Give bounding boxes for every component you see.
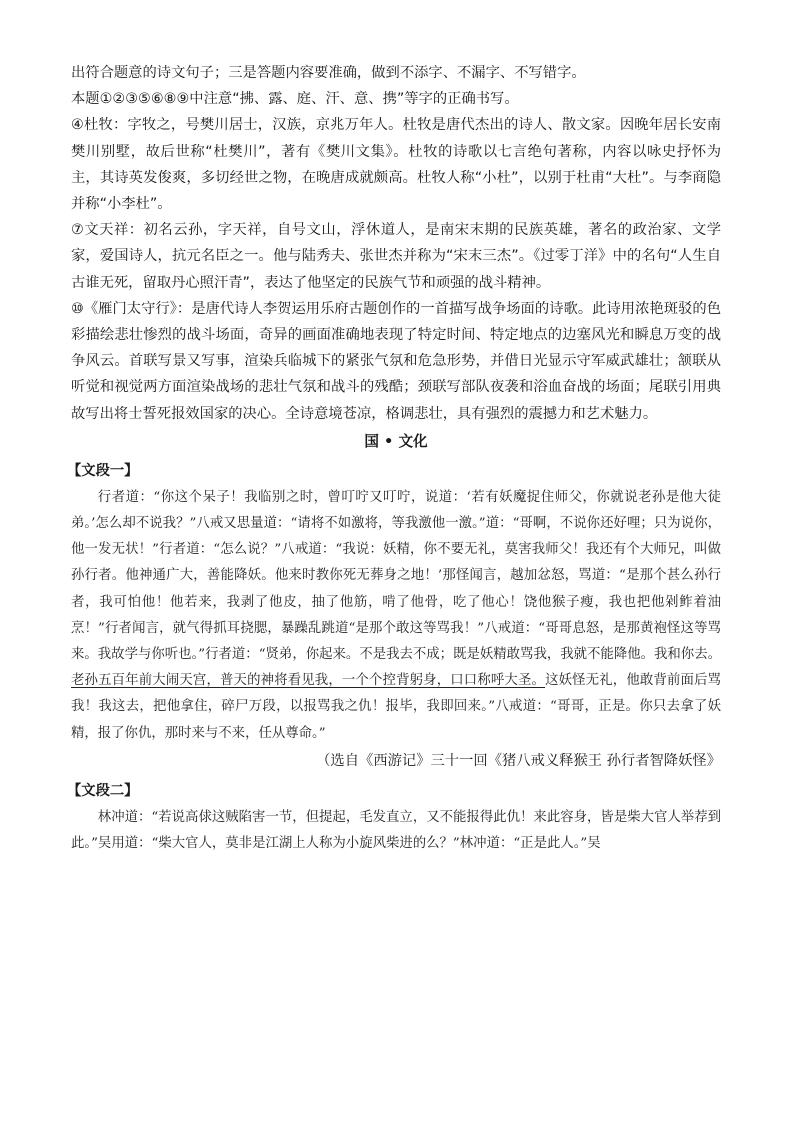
- document-page: [67, 60, 722, 857]
- note-yanmen-taishou-xing: ⑩《雁门太守行》：是唐代诗人李贺运用乐府古题创作的一首描写战争场面的诗歌。此诗用浓艳斑驳的色彩描绘悲壮惨烈的战斗场面，奇异的画面准确地表现了特定时间、特定地点的边塞风光和瞬息万变的战争风云。首联写景又写事，渲染兵临城下的紧张气氛和危急形势，并借日光显示守军威武雄壮；颔联从听觉和视觉两方面渲染战场的悲壮气氛和战斗的残酷；颈联写部队夜袭和浴血奋战的场面；尾联引用典故写出将士誓死报效国家的决心。全诗意境苍凉，格调悲壮，具有强烈的震撼力和艺术魅力。: [71, 300, 721, 422]
- section-title: 国 • 文化: [364, 432, 428, 450]
- note-wen-tianxiang: ⑦文天祥：初名云孙，字天祥，自号文山，浮休道人，是南宋末期的民族英雄，著名的政治家、文学家，爱国诗人，抗元名臣之一。他与陆秀夫、张世杰并称为“宋末三杰”。《过零丁洋》中的名句“人生自古谁无死，留取丹心照汗青”，表达了他坚定的民族气节和顽强的战斗精神。: [71, 222, 721, 291]
- passage-two-text: 林冲道：“若说高俅这贼陷害一节，但提起，毛发直立，又不能报得此仇！来此容身，皆是柴大官人举荐到此。”吴用道：“柴大官人，莫非是江湖上人称为小旋风柴进的么？”林冲道：“正是此人。”吴: [71, 809, 721, 852]
- answer-note-line: 出符合题意的诗文句子；三是答题内容要准确，做到不添字、不漏字、不写错字。: [71, 65, 586, 81]
- answer-note-line: 本题①②③⑤⑥⑧⑨中注意“拂、露、庭、汗、意、携”等字的正确书写。: [71, 91, 519, 108]
- underlined-sentence: 老孙五百年前大闹天宫，普天的神将看见我，一个个控背躬身，口口称呼大圣。: [71, 673, 546, 689]
- note-du-mu: ④杜牧：字牧之，号樊川居士，汉族，京兆万年人。杜牧是唐代杰出的诗人、散文家。因晚年居长安南樊川别墅，故后世称“杜樊川”，著有《樊川文集》。杜牧的诗歌以七言绝句著称，内容以咏史抒怀为主，其诗英发俊爽，多切经世之物，在晚唐成就颇高。杜牧人称“小杜”，以别于杜甫“大杜”。与李商隐并称“小李杜”。: [71, 117, 721, 213]
- passage-one-text-a: 行者道：“你这个呆子！我临别之时，曾叮咛又叮咛，说道：‘若有妖魔捉住师父，你就说老孙是他大徒弟。’怎么却不说我？”八戒又思量道：“请将不如激将，等我激他一激。”道：“哥啊，不说你还好哩；只为说你，他一发无状！”行者道：“怎么说？”八戒道：“我说：妖精，你不要无礼，莫害我师父！我还有个大师兄，叫做孙行者。他神通广大，善能降妖。他来时教你死无葬身之地！’那怪闻言，越加忿怒，骂道：“是那个甚么孙行者，我可怕他！他若来，我剥了他皮，抽了他筋，啃了他骨，吃了他心！饶他猴子瘦，我也把他剁鲊着油烹！”行者闻言，就气得抓耳挠腮，暴躁乱跳道“是那个敢这等骂我！”八戒道：“哥哥息怒，是那黄袍怪这等骂来。我故学与你听也。”行者道：“贤弟，你起来。不是我去不成；既是妖精敢骂我，我就不能降他。我和你去。: [71, 489, 721, 663]
- passage-one-text-b: 这妖怪无礼，他敢背前面后骂我！我这去，把他拿住，碎尸万段，以报骂我之仇！报毕，我即回来。”八戒道：“哥哥，正是。你只去拿了妖精，报了你仇，那时来与不来，任从尊命。”: [71, 673, 722, 741]
- passage-one-text: [71, 485, 721, 747]
- passage-one-label: 【文段一】: [67, 462, 139, 479]
- passage-one-source: （选自《西游记》三十一回《猪八戒义释猴王 孙行者智降妖怪》: [316, 752, 721, 769]
- passage-two-label: 【文段二】: [67, 782, 139, 799]
